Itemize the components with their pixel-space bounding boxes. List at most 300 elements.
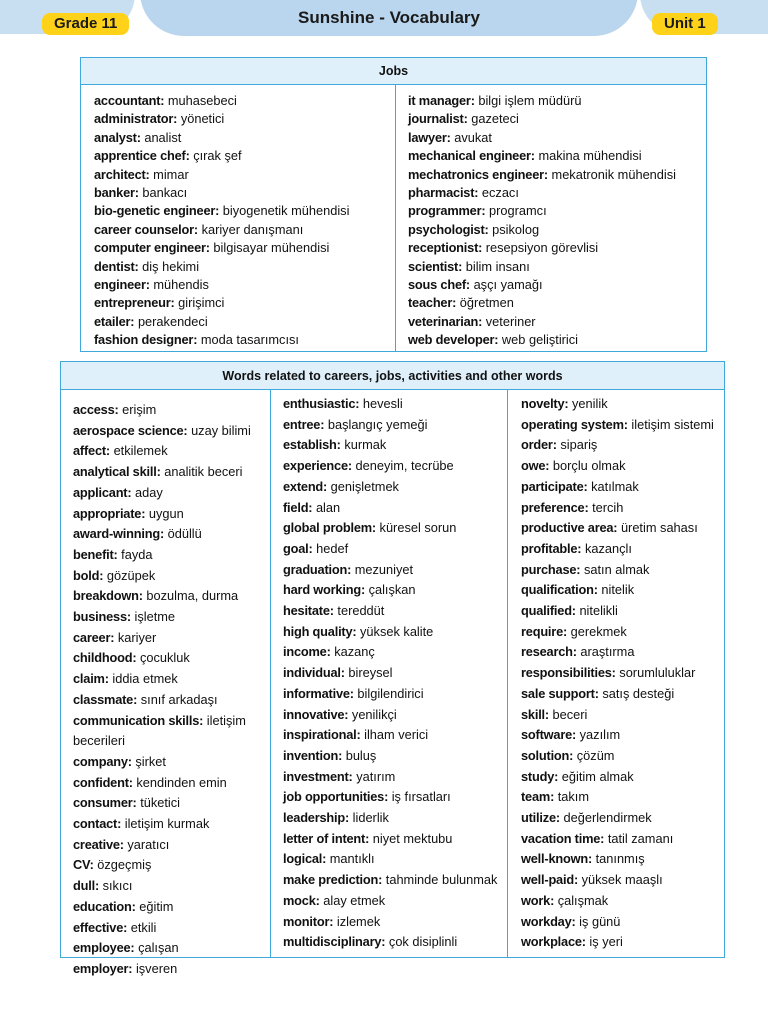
vocab-entry bbox=[73, 897, 269, 918]
vocab-term: well-paid: bbox=[521, 872, 579, 888]
vocab-entry bbox=[73, 876, 269, 897]
vocab-term: make prediction: bbox=[283, 872, 383, 888]
grade-badge: Grade 11 bbox=[42, 13, 129, 35]
vocab-term: workday: bbox=[521, 913, 576, 929]
vocab-entry bbox=[521, 767, 721, 788]
vocab-term: aerospace science: bbox=[73, 422, 188, 438]
vocab-term: qualified: bbox=[521, 603, 576, 619]
vocab-entry bbox=[283, 498, 511, 519]
vocab-entry bbox=[73, 814, 269, 835]
vocab-translation: tatil zamanı bbox=[607, 830, 674, 846]
words-table-title: Words related to careers, jobs, activities and other words bbox=[61, 362, 724, 390]
vocab-term: confident: bbox=[73, 774, 133, 790]
vocab-translation: hevesli bbox=[362, 396, 403, 411]
vocab-entry bbox=[283, 725, 511, 746]
vocab-translation: nitelik bbox=[601, 582, 635, 598]
words-table bbox=[60, 361, 725, 976]
vocab-term: study: bbox=[521, 768, 559, 784]
vocab-term: applicant: bbox=[73, 484, 132, 500]
vocab-translation: iletişim sistemi bbox=[631, 416, 714, 432]
vocab-translation: iddia etmek bbox=[112, 671, 178, 687]
vocab-translation: diş hekimi bbox=[142, 258, 200, 274]
vocab-entry bbox=[73, 793, 269, 814]
vocab-translation: iş fırsatları bbox=[391, 789, 451, 805]
vocab-translation: bilgilendirici bbox=[357, 685, 424, 701]
vocab-term: mock: bbox=[283, 892, 320, 908]
vocab-term: CV: bbox=[73, 857, 94, 873]
vocab-term: experience: bbox=[283, 458, 352, 474]
vocab-entry bbox=[521, 580, 721, 601]
vocab-entry bbox=[521, 870, 721, 891]
vocab-term: it manager: bbox=[408, 93, 475, 108]
vocab-entry bbox=[283, 684, 511, 705]
vocab-entry bbox=[521, 642, 721, 663]
vocab-translation: sınıf arkadaşı bbox=[140, 691, 218, 707]
vocab-term: analytical skill: bbox=[73, 464, 161, 480]
vocab-translation: kazanç bbox=[334, 644, 375, 660]
vocab-translation: yönetici bbox=[180, 111, 225, 127]
vocab-translation: yüksek maaşlı bbox=[581, 872, 663, 888]
vocab-entry bbox=[73, 421, 269, 442]
vocab-entry bbox=[73, 918, 269, 939]
vocab-term: education: bbox=[73, 898, 136, 914]
vocab-term: psychologist: bbox=[408, 221, 489, 237]
vocab-term: apprentice chef: bbox=[94, 148, 190, 164]
vocab-translation: liderlik bbox=[352, 810, 389, 826]
vocab-entry bbox=[283, 622, 511, 643]
vocab-translation: bilim insanı bbox=[465, 258, 530, 274]
vocab-translation: alan bbox=[315, 499, 341, 515]
vocab-term: inspirational: bbox=[283, 727, 361, 743]
vocab-entry bbox=[283, 663, 511, 684]
vocab-translation: etkili bbox=[130, 919, 157, 935]
vocab-translation: yenilik bbox=[572, 396, 608, 411]
vocab-term: career counselor: bbox=[94, 221, 198, 237]
column-divider bbox=[395, 85, 396, 351]
vocab-term: analyst: bbox=[94, 129, 141, 145]
vocab-entry bbox=[73, 938, 269, 959]
vocab-translation: bozulma, durma bbox=[146, 588, 239, 604]
vocab-term: skill: bbox=[521, 706, 549, 722]
vocab-entry bbox=[94, 166, 394, 184]
vocab-translation: ödüllü bbox=[167, 526, 202, 542]
vocab-entry bbox=[408, 239, 703, 257]
vocab-entry bbox=[521, 560, 721, 581]
vocab-translation: yaratıcı bbox=[127, 836, 170, 852]
vocab-entry bbox=[94, 147, 394, 165]
vocab-translation: avukat bbox=[454, 129, 492, 145]
vocab-translation: yazılım bbox=[579, 727, 621, 743]
vocab-entry bbox=[408, 110, 703, 128]
vocab-term: hesitate: bbox=[283, 603, 334, 619]
vocab-entry bbox=[283, 787, 511, 808]
vocab-entry bbox=[521, 415, 721, 436]
vocab-term: hard working: bbox=[283, 582, 366, 598]
vocab-entry bbox=[73, 669, 269, 690]
vocab-entry bbox=[521, 477, 721, 498]
vocab-term: career: bbox=[73, 629, 115, 645]
vocab-term: mechanical engineer: bbox=[408, 148, 535, 164]
words-column-3 bbox=[521, 394, 721, 953]
jobs-table bbox=[80, 57, 707, 352]
vocab-translation: eğitim bbox=[139, 898, 174, 914]
vocab-term: novelty: bbox=[521, 396, 569, 411]
vocab-entry bbox=[283, 829, 511, 850]
words-column-2 bbox=[283, 394, 511, 953]
vocab-entry bbox=[521, 849, 721, 870]
vocab-term: contact: bbox=[73, 816, 122, 832]
vocab-entry bbox=[408, 331, 703, 349]
vocab-term: entrepreneur: bbox=[94, 295, 175, 311]
vocab-translation: öğretmen bbox=[459, 295, 514, 311]
vocab-term: letter of intent: bbox=[283, 830, 370, 846]
vocab-entry bbox=[73, 545, 269, 566]
vocab-translation: bilgisayar mühendisi bbox=[213, 240, 330, 256]
vocab-term: well-known: bbox=[521, 851, 593, 867]
vocab-translation: tercih bbox=[592, 499, 624, 515]
vocab-translation: mezuniyet bbox=[354, 561, 414, 577]
vocab-term: web developer: bbox=[408, 332, 499, 348]
vocab-term: workplace: bbox=[521, 934, 586, 950]
vocab-translation: iş günü bbox=[579, 913, 621, 929]
vocab-entry bbox=[408, 129, 703, 147]
vocab-term: engineer: bbox=[94, 277, 150, 293]
vocab-translation: gazeteci bbox=[471, 111, 519, 127]
vocab-term: veterinarian: bbox=[408, 313, 483, 329]
vocab-entry bbox=[408, 258, 703, 276]
vocab-entry bbox=[521, 746, 721, 767]
vocab-translation: çocukluk bbox=[139, 650, 190, 666]
vocab-term: classmate: bbox=[73, 691, 138, 707]
vocab-term: communication skills: bbox=[73, 712, 204, 728]
vocab-term: utilize: bbox=[521, 810, 560, 826]
vocab-term: access: bbox=[73, 402, 119, 417]
vocab-translation: borçlu olmak bbox=[552, 458, 626, 474]
vocab-entry bbox=[283, 580, 511, 601]
vocab-translation: erişim bbox=[122, 402, 157, 417]
vocab-translation: programcı bbox=[489, 203, 547, 219]
vocab-term: owe: bbox=[521, 458, 550, 474]
vocab-entry bbox=[408, 92, 703, 110]
vocab-entry bbox=[283, 394, 511, 415]
vocab-entry bbox=[283, 870, 511, 891]
vocab-translation: araştırma bbox=[580, 644, 635, 660]
vocab-entry bbox=[94, 221, 394, 239]
vocab-term: affect: bbox=[73, 443, 110, 459]
vocab-translation: genişletmek bbox=[330, 478, 399, 494]
page-header bbox=[0, 0, 768, 46]
vocab-term: administrator: bbox=[94, 111, 178, 127]
vocab-entry bbox=[73, 462, 269, 483]
vocab-term: operating system: bbox=[521, 416, 628, 432]
vocab-term: preference: bbox=[521, 499, 589, 515]
vocab-entry bbox=[521, 435, 721, 456]
vocab-term: claim: bbox=[73, 671, 109, 687]
vocab-translation: buluş bbox=[345, 747, 377, 763]
vocab-term: qualification: bbox=[521, 582, 598, 598]
vocab-entry bbox=[283, 849, 511, 870]
vocab-term: bio-genetic engineer: bbox=[94, 203, 220, 219]
vocab-translation: bankacı bbox=[142, 185, 188, 201]
vocab-term: appropriate: bbox=[73, 505, 146, 521]
vocab-translation: moda tasarımcısı bbox=[200, 332, 299, 348]
vocab-term: team: bbox=[521, 789, 555, 805]
vocab-entry bbox=[283, 560, 511, 581]
vocab-translation: aday bbox=[135, 484, 163, 500]
vocab-translation: çok disiplinli bbox=[388, 934, 458, 950]
vocab-term: productive area: bbox=[521, 520, 618, 536]
vocab-entry bbox=[283, 932, 511, 953]
vocab-entry bbox=[73, 607, 269, 628]
vocab-entry bbox=[521, 394, 721, 415]
vocab-term: award-winning: bbox=[73, 526, 165, 542]
vocab-entry bbox=[283, 767, 511, 788]
vocab-entry bbox=[94, 276, 394, 294]
vocab-entry bbox=[283, 808, 511, 829]
vocab-translation: hedef bbox=[316, 540, 349, 556]
vocab-entry bbox=[283, 746, 511, 767]
vocab-term: company: bbox=[73, 753, 132, 769]
vocab-term: programmer: bbox=[408, 203, 486, 219]
vocab-term: investment: bbox=[283, 768, 353, 784]
vocab-term: etailer: bbox=[94, 313, 135, 329]
vocab-term: software: bbox=[521, 727, 577, 743]
vocab-term: informative: bbox=[283, 685, 354, 701]
vocab-entry bbox=[94, 294, 394, 312]
vocab-term: global problem: bbox=[283, 520, 376, 536]
vocab-translation: alay etmek bbox=[323, 892, 386, 908]
vocab-term: invention: bbox=[283, 747, 343, 763]
vocab-translation: katılmak bbox=[591, 478, 639, 494]
vocab-entry bbox=[521, 539, 721, 560]
vocab-term: individual: bbox=[283, 665, 345, 681]
vocab-term: journalist: bbox=[408, 111, 468, 127]
vocab-entry bbox=[94, 331, 394, 349]
jobs-column-right bbox=[408, 92, 703, 350]
vocab-entry bbox=[283, 456, 511, 477]
vocab-entry bbox=[521, 456, 721, 477]
vocab-entry bbox=[73, 959, 269, 980]
vocab-entry bbox=[283, 912, 511, 933]
jobs-column-left bbox=[94, 92, 394, 350]
unit-badge: Unit 1 bbox=[652, 13, 718, 35]
vocab-term: pharmacist: bbox=[408, 185, 479, 201]
vocab-translation: üretim sahası bbox=[620, 520, 698, 536]
vocab-term: mechatronics engineer: bbox=[408, 166, 548, 182]
vocab-entry bbox=[73, 504, 269, 525]
vocab-entry bbox=[521, 829, 721, 850]
vocab-term: sous chef: bbox=[408, 277, 470, 293]
vocab-entry bbox=[521, 787, 721, 808]
words-column-1 bbox=[73, 400, 269, 980]
vocab-term: effective: bbox=[73, 919, 128, 935]
vocab-translation: takım bbox=[557, 789, 589, 805]
vocab-translation: girişimci bbox=[178, 295, 225, 311]
vocab-translation: satış desteği bbox=[602, 685, 675, 701]
vocab-term: sale support: bbox=[521, 685, 599, 701]
vocab-translation: eczacı bbox=[481, 185, 519, 201]
vocab-entry bbox=[408, 221, 703, 239]
page-title: Sunshine - Vocabulary bbox=[297, 8, 480, 27]
vocab-entry bbox=[94, 110, 394, 128]
vocab-translation: veteriner bbox=[485, 313, 536, 329]
vocab-term: graduation: bbox=[283, 561, 352, 577]
vocab-translation: mimar bbox=[153, 166, 189, 182]
vocab-translation: eğitim almak bbox=[561, 768, 634, 784]
vocab-entry bbox=[521, 684, 721, 705]
vocab-term: architect: bbox=[94, 166, 150, 182]
vocab-entry bbox=[73, 752, 269, 773]
vocab-translation: perakendeci bbox=[137, 313, 208, 329]
vocab-translation: mekatronik mühendisi bbox=[551, 166, 677, 182]
vocab-translation: muhasebeci bbox=[167, 93, 237, 108]
vocab-translation: mantıklı bbox=[329, 851, 375, 867]
vocab-term: monitor: bbox=[283, 913, 334, 929]
vocab-term: dull: bbox=[73, 878, 100, 894]
vocab-translation: beceri bbox=[552, 706, 588, 722]
vocab-translation: gözüpek bbox=[106, 567, 156, 583]
column-divider bbox=[270, 390, 271, 957]
vocab-term: responsibilities: bbox=[521, 665, 616, 681]
vocab-translation: çalışmak bbox=[557, 892, 609, 908]
vocab-entry bbox=[94, 313, 394, 331]
vocab-translation: makina mühendisi bbox=[538, 148, 642, 164]
vocab-entry bbox=[521, 725, 721, 746]
vocab-entry bbox=[73, 835, 269, 856]
vocab-translation: resepsiyon görevlisi bbox=[485, 240, 599, 256]
vocab-entry bbox=[521, 705, 721, 726]
vocab-translation: çırak şef bbox=[193, 148, 242, 164]
vocab-entry bbox=[73, 628, 269, 649]
vocab-translation: web geliştirici bbox=[501, 332, 579, 348]
vocab-term: establish: bbox=[283, 437, 341, 453]
vocab-entry bbox=[73, 524, 269, 545]
vocab-entry bbox=[283, 891, 511, 912]
vocab-translation: bireysel bbox=[348, 665, 393, 681]
vocab-translation: değerlendirmek bbox=[563, 810, 652, 826]
vocab-translation: sorumluluklar bbox=[619, 665, 696, 681]
vocab-translation: yüksek kalite bbox=[360, 623, 434, 639]
vocab-term: business: bbox=[73, 609, 131, 625]
vocab-term: employee: bbox=[73, 940, 135, 956]
vocab-translation: aşçı yamağı bbox=[473, 277, 543, 293]
vocab-term: entree: bbox=[283, 416, 325, 432]
vocab-translation: analitik beceri bbox=[164, 464, 243, 480]
vocab-term: logical: bbox=[283, 851, 327, 867]
vocab-entry bbox=[521, 518, 721, 539]
vocab-translation: izlemek bbox=[336, 913, 381, 929]
vocab-translation: nitelikli bbox=[579, 603, 618, 619]
vocab-translation: ilham verici bbox=[364, 727, 429, 743]
vocab-entry bbox=[521, 663, 721, 684]
vocab-entry bbox=[408, 202, 703, 220]
vocab-translation: tahminde bulunmak bbox=[385, 872, 498, 888]
vocab-entry bbox=[521, 891, 721, 912]
vocab-translation: satın almak bbox=[583, 561, 650, 577]
vocab-term: leadership: bbox=[283, 810, 350, 826]
vocab-translation: iletişim kurmak bbox=[124, 816, 210, 832]
vocab-term: field: bbox=[283, 499, 313, 515]
vocab-entry bbox=[283, 705, 511, 726]
vocab-translation: psikolog bbox=[492, 221, 540, 237]
vocab-translation: küresel sorun bbox=[379, 520, 457, 536]
vocab-term: enthusiastic: bbox=[283, 396, 360, 411]
vocab-translation: uygun bbox=[148, 505, 184, 521]
vocab-translation: tüketici bbox=[140, 795, 181, 811]
vocab-term: childhood: bbox=[73, 650, 137, 666]
vocab-term: require: bbox=[521, 623, 568, 639]
vocab-translation: mühendis bbox=[153, 277, 209, 293]
vocab-translation: şirket bbox=[135, 753, 166, 769]
vocab-translation: özgeçmiş bbox=[97, 857, 152, 873]
vocab-translation: kariyer danışmanı bbox=[201, 221, 304, 237]
vocab-translation: yenilikçi bbox=[351, 706, 397, 722]
vocab-term: income: bbox=[283, 644, 331, 660]
vocab-term: multidisciplinary: bbox=[283, 934, 386, 950]
vocab-translation: deneyim, tecrübe bbox=[355, 458, 454, 474]
vocab-translation: niyet mektubu bbox=[372, 830, 453, 846]
vocab-translation: yatırım bbox=[356, 768, 396, 784]
vocab-entry bbox=[73, 586, 269, 607]
vocab-entry bbox=[408, 166, 703, 184]
vocab-translation: işveren bbox=[135, 960, 178, 976]
vocab-term: lawyer: bbox=[408, 129, 451, 145]
vocab-term: high quality: bbox=[283, 623, 357, 639]
jobs-table-title: Jobs bbox=[81, 58, 706, 85]
vocab-translation: başlangıç yemeği bbox=[327, 416, 428, 432]
vocab-entry bbox=[408, 184, 703, 202]
vocab-term: work: bbox=[521, 892, 555, 908]
vocab-entry bbox=[73, 400, 269, 421]
vocab-entry bbox=[521, 622, 721, 643]
vocab-term: scientist: bbox=[408, 258, 463, 274]
vocab-entry bbox=[94, 92, 394, 110]
vocab-translation: sıkıcı bbox=[102, 878, 133, 894]
vocab-term: creative: bbox=[73, 836, 124, 852]
vocab-term: teacher: bbox=[408, 295, 457, 311]
vocab-translation: iletişim becerileri bbox=[73, 712, 246, 749]
vocab-translation: biyogenetik mühendisi bbox=[222, 203, 350, 219]
vocab-entry bbox=[283, 539, 511, 560]
vocab-translation: gerekmek bbox=[570, 623, 627, 639]
vocab-translation: kendinden emin bbox=[136, 774, 227, 790]
vocab-term: banker: bbox=[94, 185, 139, 201]
vocab-term: participate: bbox=[521, 478, 588, 494]
vocab-entry bbox=[283, 518, 511, 539]
vocab-entry bbox=[408, 147, 703, 165]
vocab-translation: analist bbox=[144, 129, 182, 145]
vocab-entry bbox=[521, 601, 721, 622]
vocab-term: purchase: bbox=[521, 561, 581, 577]
vocab-term: profitable: bbox=[521, 540, 582, 556]
vocab-entry bbox=[73, 483, 269, 504]
vocab-entry bbox=[73, 441, 269, 462]
vocab-term: goal: bbox=[283, 540, 313, 556]
vocab-entry bbox=[73, 773, 269, 794]
vocab-entry bbox=[94, 239, 394, 257]
vocab-entry bbox=[73, 690, 269, 711]
vocab-translation: etkilemek bbox=[113, 443, 168, 459]
vocab-translation: kurmak bbox=[344, 437, 387, 453]
vocab-entry bbox=[94, 184, 394, 202]
vocab-entry bbox=[94, 129, 394, 147]
vocab-translation: fayda bbox=[121, 546, 153, 562]
vocab-entry bbox=[283, 642, 511, 663]
vocab-entry bbox=[283, 477, 511, 498]
vocab-translation: kazançlı bbox=[584, 540, 632, 556]
vocab-translation: iş yeri bbox=[589, 934, 623, 950]
vocab-term: order: bbox=[521, 437, 557, 453]
